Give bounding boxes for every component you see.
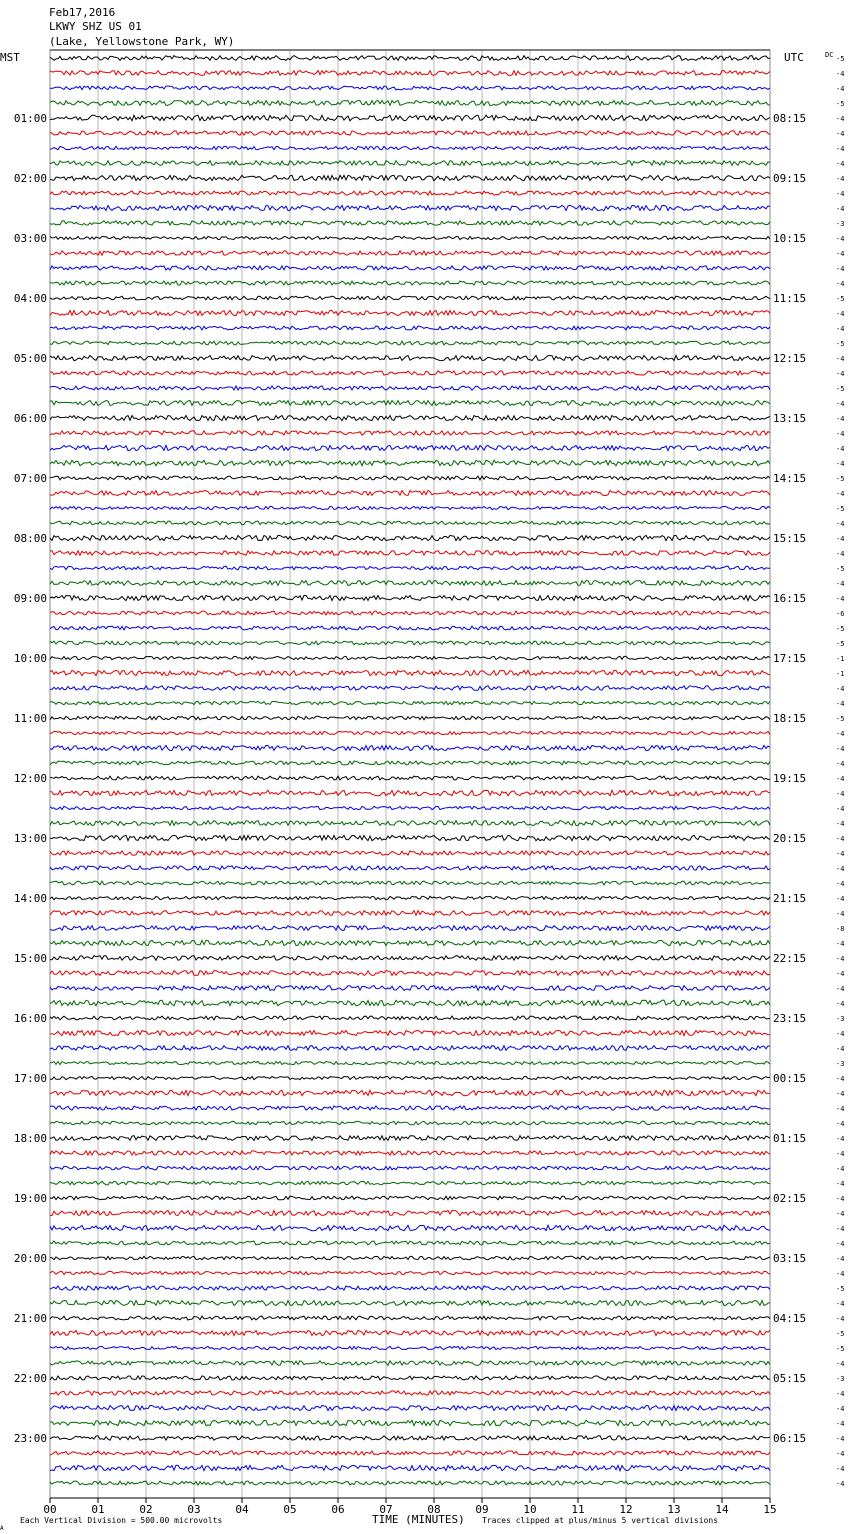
trace-line	[50, 521, 770, 525]
dc-offset-label: -4	[836, 1300, 845, 1308]
dc-offset-label: -4	[836, 445, 845, 453]
trace-line	[50, 1420, 770, 1425]
x-tick-label: 06	[331, 1503, 345, 1516]
trace-line	[50, 1076, 770, 1079]
trace-line	[50, 1181, 770, 1185]
dc-offset-label: -4	[836, 1150, 845, 1158]
trace-line	[50, 131, 770, 135]
dc-offset-label: -4	[836, 1240, 845, 1248]
left-hour-label: 16:00	[13, 1012, 47, 1025]
trace-line	[50, 551, 770, 556]
trace-line	[50, 806, 770, 809]
trace-line	[50, 641, 770, 645]
x-tick-label: 01	[91, 1503, 105, 1516]
trace-line	[50, 1465, 770, 1470]
right-hour-label: 22:15	[773, 952, 807, 965]
date-label: Feb17,2016	[49, 6, 116, 19]
left-hour-labels	[14, 112, 47, 1445]
trace-line	[50, 1196, 770, 1200]
dc-offset-label: -4	[836, 160, 845, 168]
left-hour-label: 21:00	[13, 1312, 47, 1325]
trace-line	[50, 1301, 770, 1306]
trace-line	[50, 611, 770, 615]
trace-line	[50, 416, 770, 421]
dc-offset-label: -3	[836, 1015, 845, 1023]
trace-line	[50, 1151, 770, 1155]
trace-line	[50, 686, 770, 690]
right-hour-label: 23:15	[773, 1012, 807, 1025]
left-timezone-label: MST	[0, 51, 20, 64]
trace-line	[50, 761, 770, 765]
trace-line	[50, 835, 770, 840]
trace-line	[50, 1241, 770, 1245]
dc-offset-label: -5	[836, 100, 845, 108]
trace-line	[50, 911, 770, 916]
trace-line	[50, 1225, 770, 1230]
trace-line	[50, 1271, 770, 1274]
right-hour-label: 06:15	[773, 1432, 807, 1445]
dc-offset-label: -4	[836, 790, 845, 798]
trace-line	[50, 1166, 770, 1170]
trace-group	[50, 56, 770, 1485]
x-tick-label: 02	[139, 1503, 153, 1516]
dc-offset-label: -4	[836, 775, 845, 783]
dc-offset-label: -4	[836, 1000, 845, 1008]
right-hour-label: 03:15	[773, 1252, 807, 1265]
right-hour-label: 02:15	[773, 1192, 807, 1205]
dc-offset-label: -4	[836, 1435, 845, 1443]
dc-offset-label: -4	[836, 535, 845, 543]
right-hour-label: 15:15	[773, 532, 807, 545]
trace-line	[50, 1361, 770, 1366]
dc-offset-label: -4	[836, 1420, 845, 1428]
left-hour-label: 10:00	[13, 652, 47, 665]
dc-offset-label: -4	[836, 1165, 845, 1173]
trace-line	[50, 1376, 770, 1380]
dc-offset-label: -4	[836, 205, 845, 213]
left-hour-label: 11:00	[13, 712, 47, 725]
dc-offset-label: -4	[836, 580, 845, 588]
trace-line	[50, 1030, 770, 1035]
dc-offset-label: -5	[836, 475, 845, 483]
dc-offset-label: -4	[836, 700, 845, 708]
left-hour-label: 12:00	[13, 772, 47, 785]
dc-offset-label: -4	[836, 1315, 845, 1323]
dc-offset-label: -4	[836, 895, 845, 903]
trace-line	[50, 626, 770, 630]
x-tick-label: 11	[571, 1503, 585, 1516]
trace-line	[50, 115, 770, 121]
right-hour-label: 17:15	[773, 652, 807, 665]
corner-mark: A	[0, 1525, 4, 1532]
dc-offset-label: -4	[836, 1450, 845, 1458]
dc-offset-label: -4	[836, 1045, 845, 1053]
x-tick-label: 04	[235, 1503, 249, 1516]
dc-header-label: DC	[825, 51, 834, 59]
right-hour-label: 10:15	[773, 232, 807, 245]
right-hour-label: 05:15	[773, 1372, 807, 1385]
x-tick-label: 07	[379, 1503, 393, 1516]
right-hour-label: 08:15	[773, 112, 807, 125]
dc-offset-label: -5	[836, 385, 845, 393]
trace-line	[50, 476, 770, 480]
dc-offset-label: -4	[836, 595, 845, 603]
dc-offset-label: -4	[836, 850, 845, 858]
trace-line	[50, 1210, 770, 1215]
dc-offset-label: -3	[836, 220, 845, 228]
right-hour-label: 12:15	[773, 352, 807, 365]
left-hour-label: 22:00	[13, 1372, 47, 1385]
trace-line	[50, 566, 770, 570]
trace-line	[50, 266, 770, 270]
trace-line	[50, 731, 770, 734]
dc-offset-label: -5	[836, 625, 845, 633]
trace-line	[50, 971, 770, 976]
trace-line	[50, 1436, 770, 1440]
trace-line	[50, 221, 770, 225]
trace-line	[50, 1391, 770, 1395]
trace-line	[50, 251, 770, 255]
left-hour-label: 20:00	[13, 1252, 47, 1265]
right-hour-label: 13:15	[773, 412, 807, 425]
trace-line	[50, 851, 770, 855]
trace-line	[50, 1256, 770, 1259]
dc-offset-label: -5	[836, 295, 845, 303]
dc-offset-label: -4	[836, 820, 845, 828]
dc-offset-label: -4	[836, 70, 845, 78]
dc-offset-label: -4	[836, 1255, 845, 1263]
dc-offset-label: -5	[836, 340, 845, 348]
dc-offset-label: -4	[836, 970, 845, 978]
right-hour-label: 14:15	[773, 472, 807, 485]
right-hour-label: 16:15	[773, 592, 807, 605]
dc-offset-label: -4	[836, 130, 845, 138]
trace-line	[50, 670, 770, 675]
trace-line	[50, 535, 770, 540]
x-tick-label: 12	[619, 1503, 633, 1516]
trace-line	[50, 656, 770, 659]
dc-offset-label: -4	[836, 985, 845, 993]
dc-offset-label: -4	[836, 760, 845, 768]
dc-offset-label: -4	[836, 865, 845, 873]
left-hour-label: 04:00	[13, 292, 47, 305]
trace-line	[50, 1451, 770, 1455]
trace-line	[50, 401, 770, 406]
trace-line	[50, 881, 770, 885]
right-hour-label: 20:15	[773, 832, 807, 845]
left-hour-label: 02:00	[13, 172, 47, 185]
dc-offset-label: -5	[836, 1285, 845, 1293]
trace-line	[50, 281, 770, 285]
x-tick-label: 05	[283, 1503, 297, 1516]
dc-offset-label: -4	[836, 940, 845, 948]
left-hour-label: 08:00	[13, 532, 47, 545]
dc-offset-label: -4	[836, 1270, 845, 1278]
trace-line	[50, 386, 770, 390]
dc-offset-label: -4	[836, 370, 845, 378]
dc-offset-label: -1	[836, 670, 845, 678]
trace-line	[50, 701, 770, 705]
station-label: LKWY SHZ US 01	[49, 20, 142, 33]
trace-line	[50, 101, 770, 106]
dc-offset-label: -4	[836, 1180, 845, 1188]
left-hour-label: 07:00	[13, 472, 47, 485]
trace-line	[50, 1121, 770, 1125]
trace-line	[50, 716, 770, 720]
dc-offset-label: -4	[836, 550, 845, 558]
dc-offset-label: -4	[836, 265, 845, 273]
dc-offset-label: -5	[836, 505, 845, 513]
dc-offset-label: -5	[836, 565, 845, 573]
dc-offset-label: -4	[836, 1135, 845, 1143]
dc-offset-label: -5	[836, 1330, 845, 1338]
dc-offset-label: -5	[836, 55, 845, 63]
trace-line	[50, 1046, 770, 1051]
dc-offset-label: -4	[836, 190, 845, 198]
dc-offset-label: -8	[836, 925, 845, 933]
trace-line	[50, 71, 770, 76]
trace-line	[50, 1406, 770, 1411]
dc-offset-label: -4	[836, 955, 845, 963]
left-hour-label: 03:00	[13, 232, 47, 245]
trace-line	[50, 821, 770, 826]
dc-offset-label: -4	[836, 835, 845, 843]
x-tick-label: 13	[667, 1503, 681, 1516]
dc-offset-label: -4	[836, 1075, 845, 1083]
dc-offset-label: -4	[836, 400, 845, 408]
trace-line	[50, 1090, 770, 1096]
right-hour-label: 11:15	[773, 292, 807, 305]
trace-line	[50, 56, 770, 61]
x-tick-label: 14	[715, 1503, 729, 1516]
trace-line	[50, 595, 770, 600]
left-hour-label: 23:00	[13, 1432, 47, 1445]
dc-offset-label: -4	[836, 1120, 845, 1128]
x-tick-label: 09	[475, 1503, 489, 1516]
left-hour-label: 15:00	[13, 952, 47, 965]
dc-offset-label: -4	[836, 355, 845, 363]
right-hour-label: 09:15	[773, 172, 807, 185]
dc-offset-label: -4	[836, 1195, 845, 1203]
right-hour-label: 19:15	[773, 772, 807, 785]
trace-line	[50, 460, 770, 465]
dc-offset-label: -4	[836, 430, 845, 438]
dc-offset-label: -4	[836, 250, 845, 258]
dc-offset-label: -4	[836, 325, 845, 333]
right-hour-label: 04:15	[773, 1312, 807, 1325]
trace-line	[50, 1106, 770, 1110]
left-hour-label: 09:00	[13, 592, 47, 605]
right-hour-labels	[773, 112, 806, 1445]
clip-note: Traces clipped at plus/minus 5 vertical divisions	[482, 1516, 719, 1525]
dc-offset-label: -4	[836, 910, 845, 918]
dc-offset-label: -4	[836, 1405, 845, 1413]
dc-offset-label: -4	[836, 685, 845, 693]
left-hour-label: 18:00	[13, 1132, 47, 1145]
trace-line	[50, 310, 770, 315]
dc-offset-label: -5	[836, 640, 845, 648]
left-hour-label: 19:00	[13, 1192, 47, 1205]
dc-offset-label: -4	[836, 805, 845, 813]
dc-offset-label: -4	[836, 1105, 845, 1113]
left-hour-label: 01:00	[13, 112, 47, 125]
dc-offset-label: -5	[836, 1345, 845, 1353]
dc-offset-label: -4	[836, 1030, 845, 1038]
right-hour-label: 00:15	[773, 1072, 807, 1085]
dc-offset-label: -4	[836, 1210, 845, 1218]
trace-line	[50, 341, 770, 345]
right-hour-label: 18:15	[773, 712, 807, 725]
trace-line	[50, 926, 770, 931]
x-axis-title: TIME (MINUTES)	[372, 1513, 465, 1526]
dc-offset-label: -4	[836, 745, 845, 753]
trace-line	[50, 866, 770, 870]
dc-offset-label: -4	[836, 880, 845, 888]
x-tick-label: 03	[187, 1503, 201, 1516]
trace-line	[50, 1016, 770, 1020]
dc-offset-label: -4	[836, 280, 845, 288]
dc-offset-label: -1	[836, 655, 845, 663]
dc-offset-label: -4	[836, 520, 845, 528]
trace-line	[50, 175, 770, 180]
trace-line	[50, 1481, 770, 1485]
x-tick-label: 08	[427, 1503, 441, 1516]
dc-offset-label: -4	[836, 235, 845, 243]
dc-offset-label: -4	[836, 460, 845, 468]
right-timezone-label: UTC	[784, 51, 804, 64]
dc-offset-label: -4	[836, 1390, 845, 1398]
trace-line	[50, 431, 770, 435]
trace-line	[50, 326, 770, 330]
trace-line	[50, 491, 770, 496]
trace-line	[50, 1000, 770, 1006]
dc-offset-label: -3	[836, 1375, 845, 1383]
trace-line	[50, 940, 770, 945]
dc-offset-labels	[836, 55, 844, 1488]
dc-offset-label: -4	[836, 85, 845, 93]
trace-line	[50, 1061, 770, 1064]
trace-line	[50, 355, 770, 360]
trace-line	[50, 146, 770, 149]
dc-offset-label: -5	[836, 715, 845, 723]
left-hour-label: 17:00	[13, 1072, 47, 1085]
right-hour-label: 01:15	[773, 1132, 807, 1145]
dc-offset-label: -4	[836, 490, 845, 498]
trace-line	[50, 191, 770, 195]
dc-offset-label: -4	[836, 415, 845, 423]
dc-offset-label: -4	[836, 1360, 845, 1368]
x-tick-label: 00	[43, 1503, 57, 1516]
dc-offset-label: -4	[836, 175, 845, 183]
x-tick-label: 15	[763, 1503, 777, 1516]
trace-line	[50, 986, 770, 991]
trace-line	[50, 1346, 770, 1349]
trace-line	[50, 1136, 770, 1141]
left-hour-label: 13:00	[13, 832, 47, 845]
trace-line	[50, 445, 770, 450]
trace-line	[50, 776, 770, 780]
dc-offset-label: -4	[836, 145, 845, 153]
trace-line	[50, 86, 770, 90]
trace-line	[50, 506, 770, 509]
scale-note: Each Vertical Division = 500.00 microvolts	[20, 1516, 223, 1525]
dc-offset-label: -4	[836, 1225, 845, 1233]
dc-offset-label: -6	[836, 610, 845, 618]
trace-line	[50, 1316, 770, 1320]
left-hour-label: 14:00	[13, 892, 47, 905]
trace-line	[50, 581, 770, 586]
trace-line	[50, 745, 770, 750]
dc-offset-label: -4	[836, 730, 845, 738]
trace-line	[50, 161, 770, 166]
trace-line	[50, 296, 770, 300]
trace-line	[50, 1286, 770, 1290]
dc-offset-label: -4	[836, 1465, 845, 1473]
trace-line	[50, 896, 770, 900]
left-hour-label: 06:00	[13, 412, 47, 425]
trace-line	[50, 371, 770, 375]
dc-offset-label: -4	[836, 1480, 845, 1488]
dc-offset-label: -3	[836, 1060, 845, 1068]
x-tick-label: 10	[523, 1503, 537, 1516]
location-label: (Lake, Yellowstone Park, WY)	[49, 35, 235, 48]
trace-line	[50, 790, 770, 796]
dc-offset-label: -4	[836, 115, 845, 123]
trace-line	[50, 205, 770, 210]
trace-line	[50, 1330, 770, 1335]
dc-offset-label: -4	[836, 310, 845, 318]
left-hour-label: 05:00	[13, 352, 47, 365]
trace-line	[50, 236, 770, 239]
trace-line	[50, 956, 770, 961]
right-hour-label: 21:15	[773, 892, 807, 905]
dc-offset-label: -4	[836, 1090, 845, 1098]
